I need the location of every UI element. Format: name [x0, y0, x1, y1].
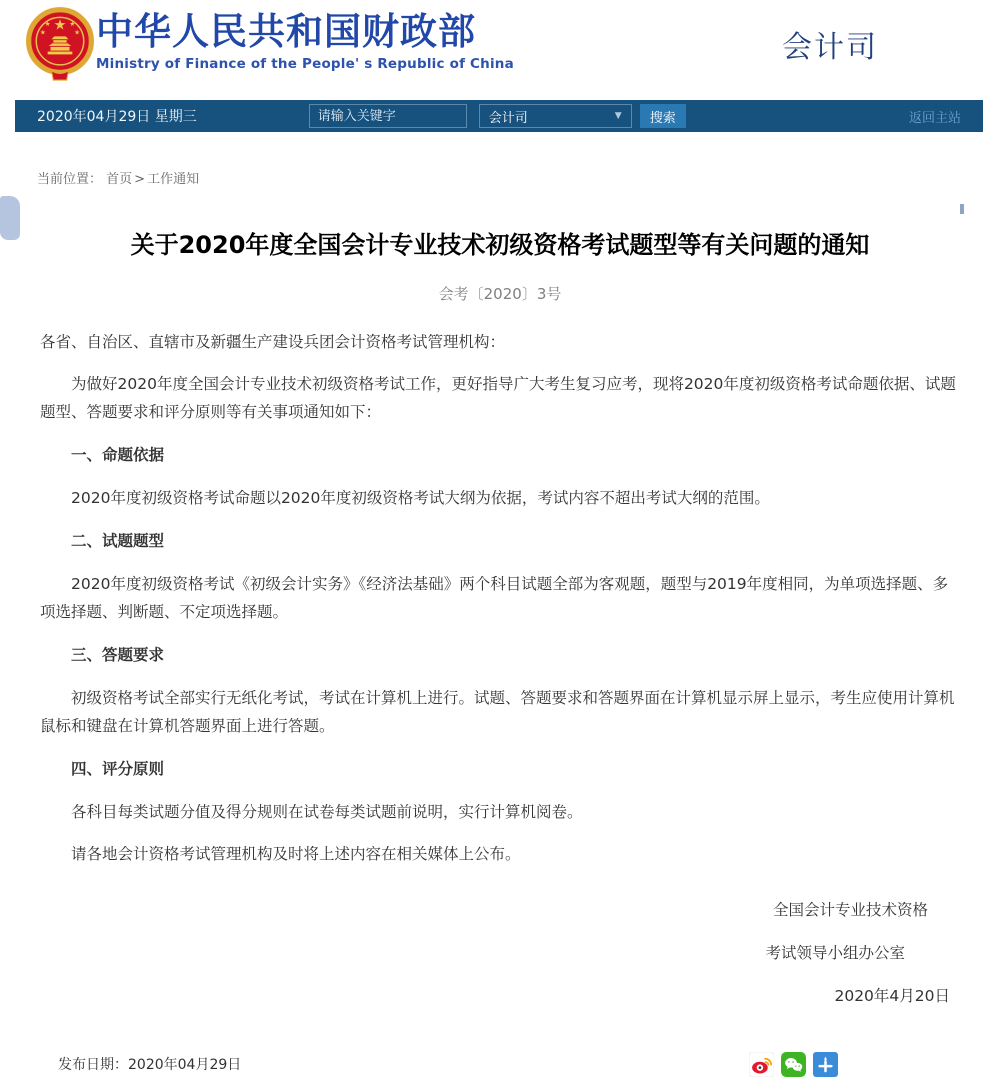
- svg-text:★: ★: [39, 28, 46, 37]
- svg-text:★: ★: [44, 19, 51, 28]
- section-2-heading: 二、试题题型: [71, 532, 165, 550]
- back-to-main-link[interactable]: 返回主站: [908, 110, 961, 126]
- signature-date: 2020年4月20日: [834, 987, 950, 1005]
- weibo-share-button[interactable]: [749, 1052, 774, 1077]
- search-input[interactable]: [309, 104, 467, 128]
- search-scope-value: 会计司: [488, 110, 528, 126]
- section-4-body: 各科目每类试题分值及得分规则在试卷每类试题前说明，实行计算机阅卷。: [71, 803, 583, 821]
- document-number: 会考〔2020〕3号: [438, 285, 562, 303]
- publish-date-label: 发布日期：: [58, 1057, 128, 1073]
- wechat-share-button[interactable]: [781, 1052, 806, 1077]
- svg-text:★: ★: [69, 19, 76, 28]
- publish-date: [58, 1054, 241, 1074]
- article-title: 关于2020年度全国会计专业技术初级资格考试题型等有关问题的通知: [130, 231, 870, 259]
- breadcrumb-label: 当前位置：: [37, 172, 103, 187]
- section-3-heading: 三、答题要求: [71, 646, 165, 664]
- search-scope-select[interactable]: [479, 104, 632, 128]
- closing-paragraph: 请各地会计资格考试管理机构及时将上述内容在相关媒体上公布。: [71, 845, 521, 863]
- share-plus-icon: [813, 1052, 838, 1077]
- section-1-heading: 一、命题依据: [71, 446, 165, 464]
- section-1-body: 2020年度初级资格考试命题以2020年度初级资格考试大纲为依据，考试内容不超出考试大纲的范围。: [71, 489, 770, 507]
- breadcrumb-section-link[interactable]: 工作通知: [147, 172, 200, 187]
- site-title: 中华人民共和国财政部: [96, 10, 476, 53]
- section-3-body: 初级资格考试全部实行无纸化考试，考试在计算机上进行。试题、答题要求和答题界面在计算机显示屏上显示，考生应使用计算机鼠标和键盘在计算机答题界面上进行答题。: [40, 689, 955, 735]
- stray-widget-artifact: [0, 196, 20, 240]
- section-2-body: 2020年度初级资格考试《初级会计实务》《经济法基础》两个科目试题全部为客观题，题型与2019年度相同，为单项选择题、多项选择题、判断题、不定项选择题。: [40, 575, 949, 621]
- share-bar: [749, 1052, 838, 1077]
- top-navbar: [15, 100, 983, 132]
- chevron-down-icon: ▼: [614, 111, 622, 121]
- breadcrumb: [0, 168, 1000, 187]
- notice-article: [0, 229, 1000, 1010]
- national-emblem-icon: [22, 4, 98, 86]
- salutation: 各省、自治区、直辖市及新疆生产建设兵团会计资格考试管理机构：: [40, 333, 506, 351]
- svg-text:★: ★: [53, 17, 67, 34]
- more-share-button[interactable]: [813, 1052, 838, 1077]
- current-date: 2020年04月29日 星期三: [37, 109, 197, 125]
- stray-mark-artifact: [960, 204, 964, 214]
- breadcrumb-separator: >: [134, 172, 146, 187]
- signature-block: [40, 896, 960, 1010]
- weibo-icon: [749, 1052, 774, 1077]
- section-4-heading: 四、评分原则: [71, 760, 165, 778]
- department-title[interactable]: 会计司: [782, 30, 878, 65]
- signature-org-line-2: 考试领导小组办公室: [765, 944, 905, 962]
- publish-date-value: 2020年04月29日: [128, 1057, 242, 1073]
- site-subtitle: Ministry of Finance of the People' s Republic of China: [96, 56, 514, 72]
- article-body: [40, 328, 960, 868]
- search-button[interactable]: 搜索: [640, 104, 686, 128]
- signature-org-line-1: 全国会计专业技术资格: [772, 901, 928, 919]
- breadcrumb-home-link[interactable]: 首页: [106, 172, 133, 187]
- wechat-icon: [781, 1052, 806, 1077]
- svg-text:★: ★: [74, 28, 81, 37]
- site-header: [0, 0, 1000, 98]
- intro-paragraph: 为做好2020年度全国会计专业技术初级资格考试工作，更好指导广大考生复习应考，现将2020年度初级资格考试命题依据、试题题型、答题要求和评分原则等有关事项通知如下：: [40, 375, 956, 421]
